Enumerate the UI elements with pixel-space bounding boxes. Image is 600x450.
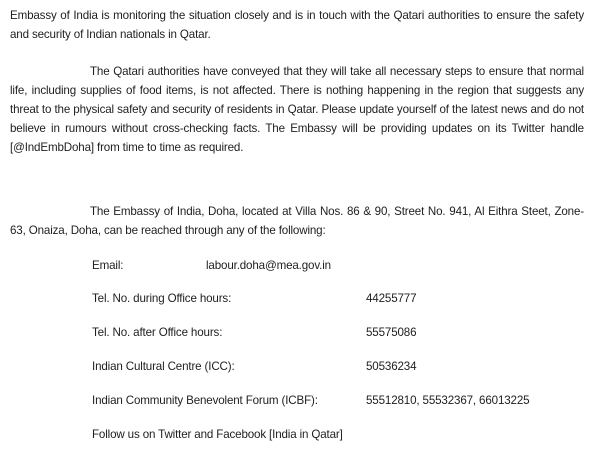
after-hours-value: 55575086	[366, 326, 417, 339]
icc-value: 50536234	[366, 360, 417, 373]
office-hours-value: 44255777	[366, 292, 417, 305]
email-value: labour.doha@mea.gov.in	[206, 259, 331, 272]
embassy-location-paragraph: The Embassy of India, Doha, located at Villa Nos. 86 & 90, Street No. 941, Al Eithra Steet, Zone-63, Onaiza, Doha, can be reached through any of the following:	[10, 205, 584, 237]
email-label: Email:	[92, 259, 124, 272]
intro-paragraph: Embassy of India is monitoring the situation closely and is in touch with the Qatari authorities to ensure the safety and security of Indian nationals in Qatar.	[10, 9, 584, 41]
icbf-value: 55512810, 55532367, 66013225	[366, 394, 530, 407]
office-hours-label: Tel. No. during Office hours:	[92, 292, 232, 305]
icc-label: Indian Cultural Centre (ICC):	[92, 360, 235, 373]
after-hours-label: Tel. No. after Office hours:	[92, 326, 223, 339]
icbf-label: Indian Community Benevolent Forum (ICBF):	[92, 394, 318, 407]
qatari-authorities-paragraph: The Qatari authorities have conveyed that they will take all necessary steps to ensure that normal life, including supplies of food items, is not affected. There is nothing happening in the region that suggests any threat to the physical safety and security of residents in Qatar. Please update yourself of the latest news and do not believe in rumours without cross-checking facts. The Embassy will be providing updates on its Twitter handle [@IndEmbDoha] from time to time as required.	[10, 65, 584, 154]
follow-us-text: Follow us on Twitter and Facebook [India in Qatar]	[92, 428, 343, 441]
